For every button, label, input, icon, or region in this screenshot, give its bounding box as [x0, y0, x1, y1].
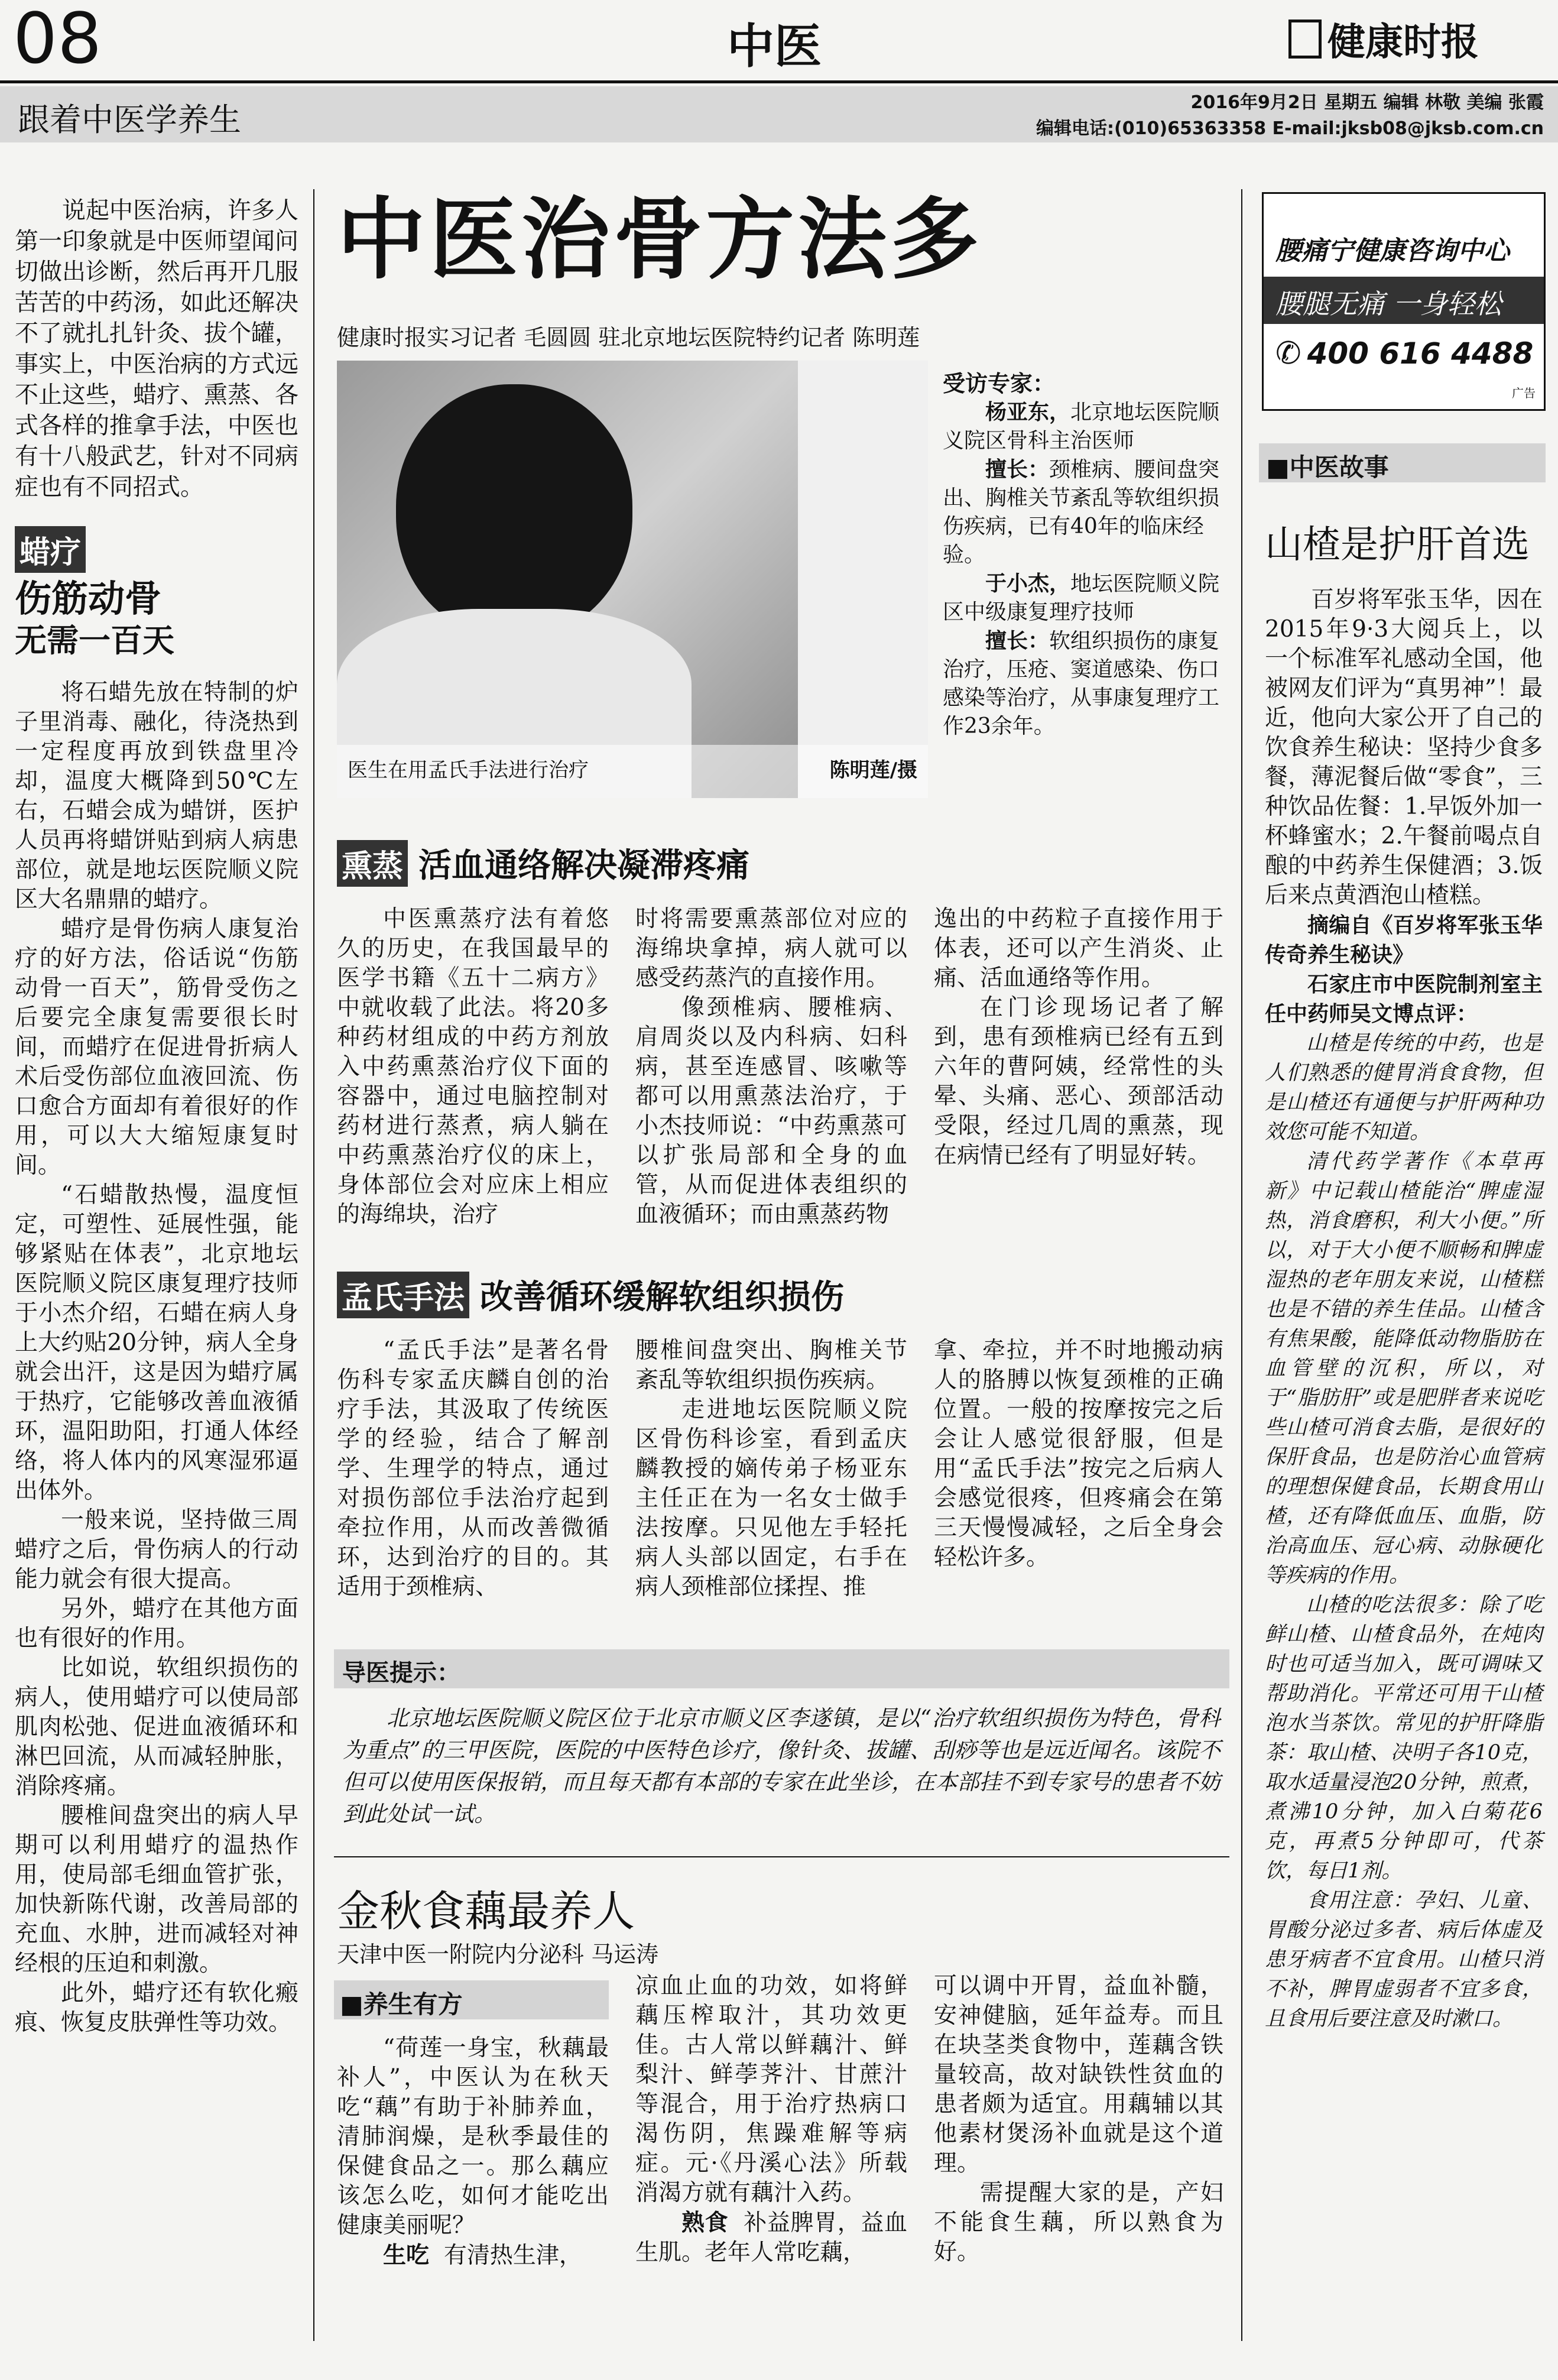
wax-subheadline: 无需一百天 [15, 622, 174, 659]
tip-text: 北京地坛医院顺义院区位于北京市顺义区李遂镇，是以“治疗软组织损伤为特色，骨科为重点”的三甲医院，医院的中医特色诊疗，像针灸、拔罐、刮痧等也是远近闻名。该院不但可以使用医保报销，而且每天都有本部的专家在此坐诊，在本部挂不到专家号的患者不妨到此处试一试。 [343, 1705, 1221, 1827]
meng-paragraph: 走进地坛医院顺义院区骨伤科诊室，看到孟庆麟教授的嫡传弟子杨亚东主任正在为一名女士做手法按摩。只见他左手轻托病人头部以固定，右手在病人颈椎部位揉捏、推 [635, 1396, 907, 1600]
wax-paragraph: 将石蜡先放在特制的炉子里消毒、融化，待浇热到一定程度再放到铁盘里冷却，温度大概降到50℃左右，石蜡会成为蜡饼，医护人员再将蜡饼贴到病人病患部位，就是地坛医院顺义院区大名鼎鼎的蜡疗。 [15, 679, 298, 913]
fumigation-headline: 活血通络解决凝滞疼痛 [418, 847, 750, 885]
lotus-cooked-text: 补益脾胃，益血生肌。老年人常吃藕， [635, 2210, 907, 2266]
story-section-band [1259, 443, 1546, 482]
expert-name: 杨亚东， [985, 400, 1071, 424]
lotus-paragraph: “荷莲一身宝，秋藕最补人”，中医认为在秋天吃“藕”有助于补肺养血，清肺润燥，是秋季最佳的保健食品之一。那么藕应该怎么吃，如何才能吃出健康美丽呢？ [337, 2035, 609, 2239]
fumigation-heading [337, 839, 749, 887]
wax-paragraph: 此外，蜡疗还有软化瘢痕、恢复皮肤弹性等功效。 [15, 1980, 298, 2036]
meng-paragraph: “孟氏手法”是著名骨伤科专家孟庆麟自创的治疗手法，其汲取了传统医学的经验，结合了解剖学、生理学的特点，通过对损伤部位手法治疗起到牵拉作用，从而改善微循环，达到治疗的目的。其适用于颈椎病、 [337, 1337, 609, 1600]
intro-column [15, 195, 298, 2038]
story-comment: 食用注意：孕妇、儿童、胃酸分泌过多者、病后体虚及患牙病者不宜食用。山楂只消不补，脾胃虚弱者不宜多食，且食用后要注意及时漱口。 [1265, 1889, 1543, 2031]
tip-bottom-rule [334, 1856, 1229, 1857]
photo-credit: 陈明莲/摄 [829, 758, 917, 782]
meng-headline: 改善循环缓解软组织损伤 [480, 1278, 845, 1317]
story-comment: 清代药学著作《本草再新》中记载山楂能治“脾虚湿热，消食磨积，利大小便。”所以，对于大小便不顺畅和脾虚湿热的老年朋友来说，山楂糕也是不错的养生佳品。山楂含有焦果酸，能降低动物脂肪在血管壁的沉积，所以，对于“脂肪肝”或是肥胖者来说吃些山楂可消食去脂，是很好的保肝食品，也是防治心血管病的理想保健食品，长期食用山楂，还有降低血压、血脂，防治高血压、冠心病、动脉硬化等疾病的作用。 [1265, 1150, 1543, 1587]
fumigation-paragraph: 时将需要熏蒸部位对应的海绵块拿掉，病人就可以感受药蒸汽的直接作用。 [635, 906, 907, 991]
wax-paragraph: 另外，蜡疗在其他方面也有很好的作用。 [15, 1596, 298, 1652]
fumigation-paragraph: 在门诊现场记者了解到，患有颈椎病已经有五到六年的曹阿姨，经常性的头晕、头痛、恶心、颈部活动受限，经过几周的熏蒸，现在病情已经有了明显好转。 [934, 994, 1223, 1169]
patient-head-shape [396, 384, 632, 638]
expert-skill-label: 擅长： [985, 457, 1050, 482]
advert-name: 腰痛宁健康咨询中心 [1275, 236, 1510, 266]
photo-caption: 医生在用孟氏手法进行治疗 [348, 758, 589, 782]
column-divider [313, 189, 314, 2341]
meng-col-2 [635, 1336, 907, 1602]
logo-mark-icon [1288, 20, 1322, 59]
lotus-col-1 [337, 2034, 609, 2271]
meng-heading [337, 1271, 844, 1318]
story-comment: 山楂的吃法很多：除了吃鲜山楂、山楂食品外，在炖肉时也可适当加入，既可调味又帮助消化。平常还可用干山楂泡水当茶饮。常见的护肝降脂茶：取山楂、决明子各10克，取水适量浸泡20分钟，煎煮，煮沸10分钟，加入白菊花6克，再煮5分钟即可，代茶饮，每日1剂。 [1265, 1593, 1543, 1883]
lotus-paragraph: 凉血止血的功效，如将鲜藕压榨取汁，其功效更佳。古人常以鲜藕汁、鲜梨汁、鲜荸荠汁、甘蔗汁等混合，用于治疗热病口渴伤阴，焦躁难解等病症。元·《丹溪心法》所载消渴方就有藕汁入药。 [635, 1973, 907, 2206]
intro-paragraph: 说起中医治病，许多人第一印象就是中医师望闻问切做出诊断，然后再开几服苦苦的中药汤，如此还解决不了就扎扎针灸、拔个罐，事实上，中医治病的方式远不止这些，蜡疗、熏蒸、各式各样的推拿手法，中医也有十八般武艺，针对不同病症也有不同招式。 [15, 197, 298, 501]
wax-paragraph: 蜡疗是骨伤病人康复治疗的好方法，俗话说“伤筋动骨一百天”，筋骨受伤之后要完全康复需要很长时间，而蜡疗在促进骨折病人术后受伤部位血液回流、伤口愈合方面却有着很好的作用，可以大大缩短康复时间。 [15, 916, 298, 1179]
wax-paragraph: 腰椎间盘突出的病人早期可以利用蜡疗的温热作用，使局部毛细血管扩张，加快新陈代谢，改善局部的充血、水肿，进而减轻对神经根的压迫和刺激。 [15, 1802, 298, 1977]
story-column [1265, 585, 1543, 2034]
expert-label: 受访专家： [943, 371, 1056, 397]
expert-name: 于小杰， [985, 571, 1071, 596]
advert-box [1262, 192, 1546, 411]
lotus-raw-label: 生吃 [383, 2242, 430, 2269]
fumigation-paragraph: 逸出的中药粒子直接作用于体表，还可以产生消炎、止痛、活血通络等作用。 [934, 906, 1223, 991]
meng-col-3 [934, 1336, 1223, 1572]
section-tag-meng: 孟氏手法 [337, 1272, 469, 1318]
lotus-raw-text: 有清热生津， [443, 2242, 582, 2269]
phone-icon: ✆ [1275, 336, 1301, 371]
lotus-title: 金秋食藕最养人 [337, 1886, 635, 1936]
page-number: 08 [13, 0, 102, 79]
lotus-paragraph: 可以调中开胃，益血补髓，安神健脑，延年益寿。而且在块茎类食物中，莲藕含铁量较高，故对缺铁性贫血的患者颇为适宜。用藕辅以其他素材煲汤补血就是这个道理。 [934, 1973, 1223, 2177]
tip-label: 导医提示： [342, 1659, 460, 1687]
lotus-section-label: ■养生有方 [340, 1990, 463, 2019]
fumigation-col-2 [635, 904, 907, 1230]
lotus-byline: 天津中医一附院内分泌科 马运涛 [337, 1941, 659, 1967]
treatment-photo [337, 361, 928, 798]
lotus-col-3 [934, 1972, 1223, 2267]
advert-tag: 广告 [1512, 386, 1536, 400]
advert-phone-row [1275, 336, 1533, 371]
doctor-coat-shape [798, 361, 928, 798]
expert-skill-label: 擅长： [985, 628, 1050, 653]
meng-paragraph: 腰椎间盘突出、胸椎关节紊乱等软组织损伤疾病。 [635, 1337, 907, 1393]
wax-headline: 伤筋动骨 [15, 577, 162, 620]
story-comment-head: 石家庄市中医院制剂室主任中药师吴文博点评： [1265, 972, 1543, 1026]
main-byline: 健康时报实习记者 毛圆圆 驻北京地坛医院特约记者 陈明莲 [337, 325, 920, 351]
wax-paragraph: 比如说，软组织损伤的病人，使用蜡疗可以使局部肌肉松弛、促进血液循环和淋巴回流，从而减轻肿胀，消除疼痛。 [15, 1655, 298, 1799]
advert-slogan: 腰腿无痛 一身轻松 [1275, 288, 1502, 320]
meng-paragraph: 拿、牵拉，并不时地搬动病人的胳膊以恢复颈椎的正确位置。一般的按摩按完之后会让人感觉很舒服，但是用“孟氏手法”按完之后病人会感觉很疼，但疼痛会在第三天慢慢减轻，之后全身会轻松许多。 [934, 1337, 1223, 1571]
story-paragraph: 百岁将军张玉华，因在2015年9·3大阅兵上，以一个标准军礼感动全国，他被网友们评为“真男神”！最近，他向大家公开了自己的饮食养生秘诀：坚持少食多餐，薄泥餐后做“零食”，三种饮品佐餐：1.早饭外加一杯蜂蜜水；2.午餐前喝点自酿的中药养生保健酒；3.饭后来点黄酒泡山楂糕。 [1265, 586, 1543, 909]
fumigation-paragraph: 中医熏蒸疗法有着悠久的历史，在我国最早的医学书籍《五十二病方》中就收载了此法。将20多种药材组成的中药方剂放入中药熏蒸治疗仪下面的容器中，通过电脑控制对药材进行蒸煮，病人躺在中药熏蒸治疗仪的床上，身体部位会对应床上相应的海绵块，治疗 [337, 906, 609, 1228]
expert-skill: 颈椎病、腰间盘突出、胸椎关节紊乱等软组织损伤疾病，已有40年的临床经验。 [943, 458, 1220, 567]
expert-skill: 软组织损伤的康复治疗，压疮、窦道感染、伤口感染等治疗，从事康复理疗工作23余年。 [943, 629, 1220, 738]
meng-col-1 [337, 1336, 609, 1602]
expert-title: 地坛医院顺义院区中级康复理疗技师 [943, 572, 1220, 624]
section-title: 中医 [727, 18, 822, 74]
wax-paragraph: 一般来说，坚持做三周蜡疗之后，骨伤病人的行动能力就会有很大提高。 [15, 1507, 298, 1593]
header-rule [0, 80, 1558, 83]
story-section-label: ■中医故事 [1266, 453, 1389, 482]
fumigation-col-1 [337, 904, 609, 1230]
fumigation-paragraph: 像颈椎病、腰椎病、肩周炎以及内科病、妇科病，甚至连感冒、咳嗽等都可以用熏蒸法治疗，于小杰技师说：“中药熏蒸可以扩张局部和全身的血管，从而促进体表组织的血液循环；而由熏蒸药物 [635, 994, 907, 1228]
tip-header-band [334, 1649, 1229, 1688]
contact-line: 编辑电话:(010)65363358 E-mail:jksb08@jksb.com.cn [1036, 118, 1544, 139]
column-divider [1241, 189, 1242, 2341]
story-title: 山楂是护肝首选 [1265, 523, 1530, 567]
story-comment: 山楂是传统的中药，也是人们熟悉的健胃消食食物，但是山楂还有通便与护肝两种功效您可能不知道。 [1265, 1032, 1543, 1144]
dateline: 2016年9月2日 星期五 编辑 林敬 美编 张霞 [1190, 92, 1544, 113]
section-tag-wax: 蜡疗 [15, 526, 86, 573]
section-tag-fumigation: 熏蒸 [337, 840, 408, 887]
masthead-logo: 健康时报 [1288, 12, 1479, 66]
lotus-col-2 [635, 1972, 907, 2268]
subsection-title: 跟着中医学养生 [18, 101, 241, 138]
tip-box [343, 1703, 1221, 1830]
main-title: 中医治骨方法多 [337, 187, 983, 291]
lotus-section-band [334, 1980, 609, 2019]
expert-title: 北京地坛医院顺义院区骨科主治医师 [943, 400, 1220, 453]
lotus-paragraph: 需提醒大家的是，产妇不能食生藕，所以熟食为好。 [934, 2180, 1223, 2265]
wax-paragraph: “石蜡散热慢，温度恒定，可塑性、延展性强，能够紧贴在体表”，北京地坛医院顺义院区康复理疗技师于小杰介绍，石蜡在病人身上大约贴20分钟，病人全身就会出汗，这是因为蜡疗属于热疗，它能够改善血液循环，温阳助阳，打通人体经络，将人体内的风寒湿邪逼出体外。 [15, 1182, 298, 1504]
story-source: 摘编自《百岁将军张玉华传奇养生秘诀》 [1265, 913, 1543, 967]
lotus-cooked-label: 熟食 [681, 2209, 729, 2236]
fumigation-col-3 [934, 904, 1223, 1170]
expert-box [943, 369, 1226, 741]
advert-phone: 400 616 4488 [1307, 336, 1534, 371]
